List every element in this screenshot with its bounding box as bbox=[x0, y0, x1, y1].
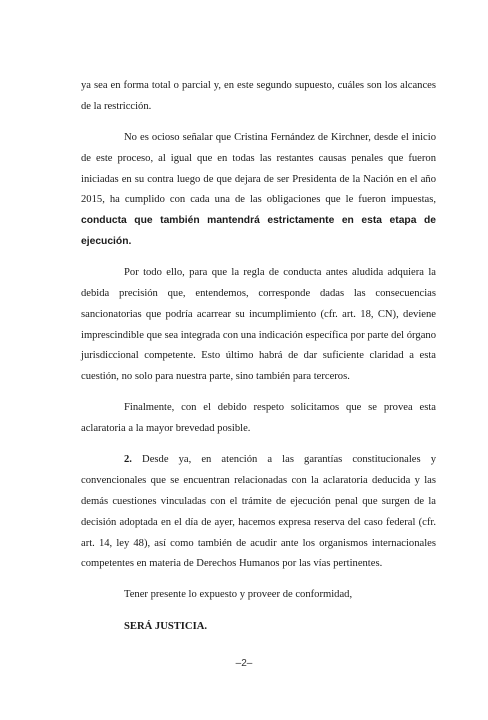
paragraph-5 bbox=[81, 450, 436, 575]
paragraph-2-bold: conducta que también mantendrá estrictamente en esta etapa de ejecución. bbox=[81, 215, 436, 247]
paragraph-5-text: Desde ya, en atención a las garantías constitucionales y convencionales que se encuentran relacionadas con la aclaratoria deducida y las demás cuestiones vinculadas con el trámite de ejecución penal que surgen de la decisión adoptada en el día de ayer, hacemos expresa reserva del caso federal (cfr. art. 14, ley 48), así como también de acudir ante los organismos internacionales competentes en materia de Derechos Humanos por las vías pertinentes. bbox=[81, 454, 436, 570]
paragraph-6: Tener presente lo expuesto y proveer de conformidad, bbox=[124, 589, 353, 601]
body-text bbox=[81, 76, 436, 637]
paragraph-2 bbox=[81, 128, 436, 253]
paragraph-1: ya sea en forma total o parcial y, en este segundo supuesto, cuáles son los alcances de la restricción. bbox=[81, 80, 436, 112]
paragraph-2-text: No es ocioso señalar que Cristina Fernández de Kirchner, desde el inicio de este proceso, al igual que en todas las restantes causas penales que fueron iniciadas en su contra luego de que dejara de ser Presidenta de la Nación en el año 2015, ha cumplido con cada una de las obligaciones que le fueron impuestas, bbox=[81, 131, 436, 206]
paragraph-3: Por todo ello, para que la regla de conducta antes aludida adquiera la debida precisión que, entendemos, corresponde dadas las consecuencias sancionatorias que podría acarrear su incumplimiento (cfr. art. 18, CN), deviene imprescindible que sea integrada con una indicación específica por parte del órgano jurisdiccional competente. Esto último habrá de dar suficiente claridad a esta cuestión, no solo para nuestra parte, sino también para terceros. bbox=[81, 267, 436, 383]
page-number: –2– bbox=[235, 658, 253, 669]
paragraph-5-number: 2. bbox=[124, 454, 132, 466]
paragraph-4: Finalmente, con el debido respeto solicitamos que se provea esta aclaratoria a la mayor brevedad posible. bbox=[81, 402, 436, 435]
closing-statement: SERÁ JUSTICIA. bbox=[124, 620, 208, 632]
